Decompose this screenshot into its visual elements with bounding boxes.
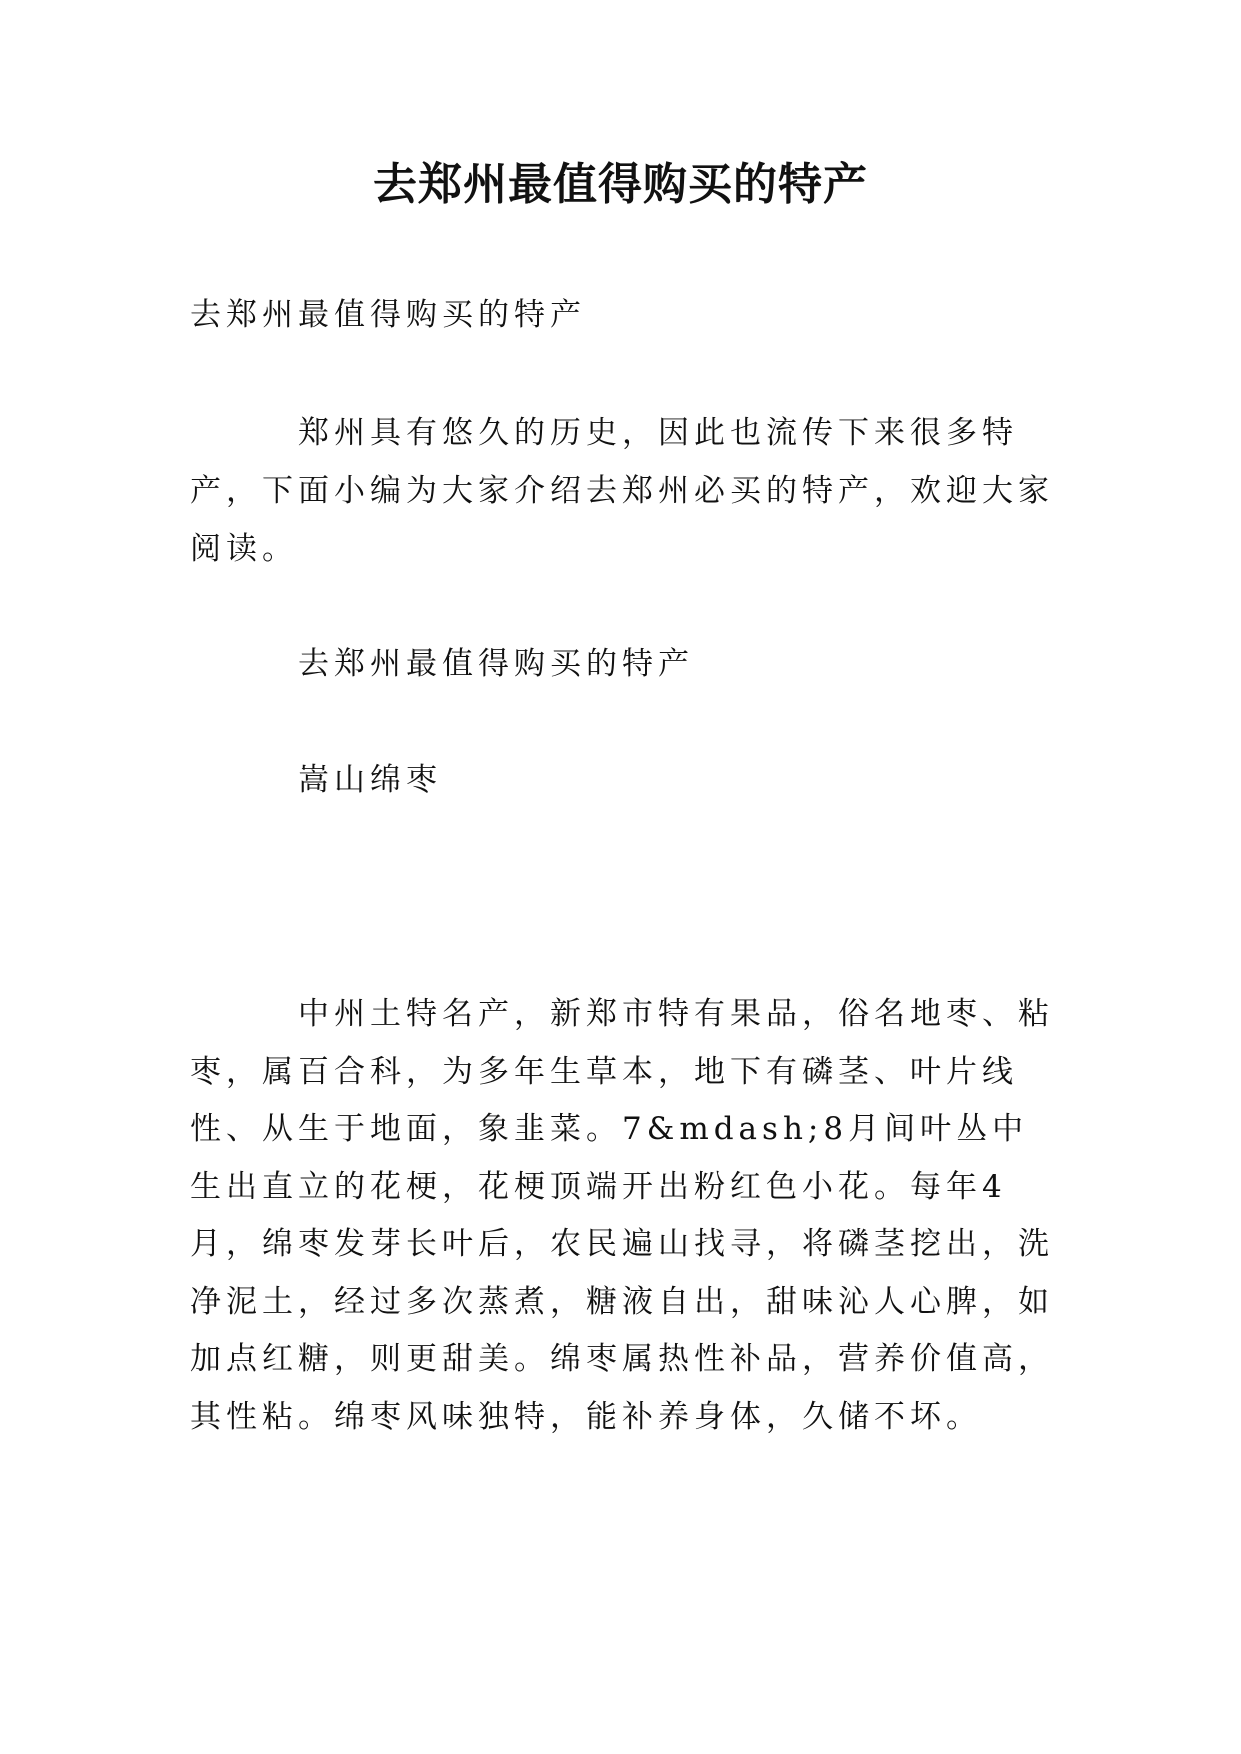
- item-heading: 嵩山绵枣: [298, 762, 442, 798]
- section-heading: 去郑州最值得购买的特产: [298, 646, 694, 682]
- intro-paragraph: 郑州具有悠久的历史，因此也流传下来很多特产，下面小编为大家介绍去郑州必买的特产，欢迎大家阅读。: [190, 415, 1054, 567]
- document-subtitle: 去郑州最值得购买的特产: [190, 297, 586, 333]
- page-title: 去郑州最值得购买的特产: [373, 159, 868, 210]
- item-body-paragraph: 中州土特名产，新郑市特有果品，俗名地枣、粘枣，属百合科，为多年生草本，地下有磷茎、叶片线性、从生于地面，象韭菜。7&mdash;8月间叶丛中生出直立的花梗，花梗顶端开出粉红色小花。每年4月，绵枣发芽长叶后，农民遍山找寻，将磷茎挖出，洗净泥土，经过多次蒸煮，糖液自出，甜味沁人心脾，如加点红糖，则更甜美。绵枣属热性补品，营养价值高，其性粘。绵枣风味独特，能补养身体，久储不坏。: [190, 996, 1054, 1435]
